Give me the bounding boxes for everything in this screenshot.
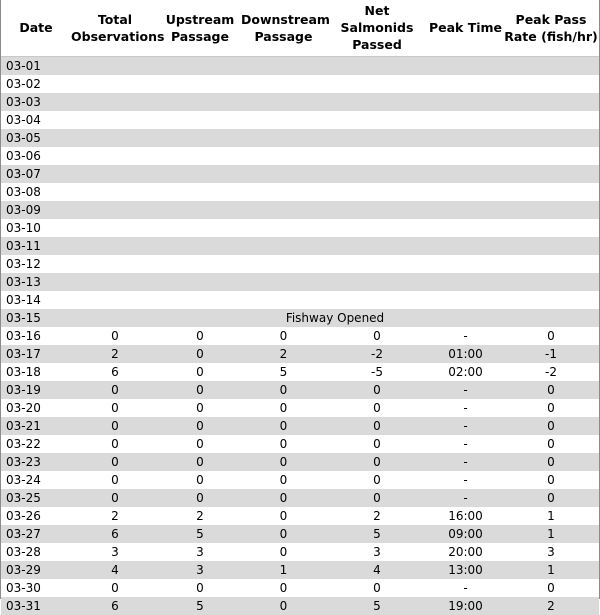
- date-cell: 03-23: [1, 453, 71, 471]
- date-header: Date: [1, 0, 71, 57]
- table-row: [1, 507, 599, 525]
- net-salmonids-cell: [326, 93, 428, 111]
- date-cell: 03-26: [1, 507, 71, 525]
- downstream-passage-cell: 0: [241, 327, 326, 345]
- upstream-passage-cell: [159, 165, 241, 183]
- downstream-passage-cell: 0: [241, 471, 326, 489]
- total-observations-header: Total Observations: [71, 0, 159, 57]
- total-observations-cell: [71, 201, 159, 219]
- net-salmonids-cell: [326, 165, 428, 183]
- peak-time-cell: [428, 165, 503, 183]
- total-observations-cell: 6: [71, 525, 159, 543]
- upstream-passage-cell: 0: [159, 399, 241, 417]
- table-row: [1, 93, 599, 111]
- date-cell: 03-10: [1, 219, 71, 237]
- peak-pass-rate-cell: -2: [503, 363, 599, 381]
- peak-time-cell: 16:00: [428, 507, 503, 525]
- peak-pass-rate-cell: 0: [503, 471, 599, 489]
- peak-time-cell: -: [428, 489, 503, 507]
- date-cell: 03-01: [1, 57, 71, 76]
- upstream-passage-cell: 0: [159, 489, 241, 507]
- peak-pass-rate-cell: [503, 129, 599, 147]
- table-row: [1, 111, 599, 129]
- net-salmonids-cell: [326, 147, 428, 165]
- peak-pass-rate-cell: -1: [503, 345, 599, 363]
- net-salmonids-cell: [326, 183, 428, 201]
- date-cell: 03-30: [1, 579, 71, 597]
- upstream-passage-cell: [159, 183, 241, 201]
- net-salmonids-cell: 4: [326, 561, 428, 579]
- date-cell: 03-03: [1, 93, 71, 111]
- total-observations-cell: [71, 255, 159, 273]
- net-salmonids-cell: [326, 57, 428, 76]
- net-salmonids-cell: [326, 255, 428, 273]
- peak-time-cell: -: [428, 417, 503, 435]
- table-row: [1, 345, 599, 363]
- total-observations-cell: [71, 147, 159, 165]
- peak-time-cell: [428, 75, 503, 93]
- total-observations-cell: [71, 75, 159, 93]
- peak-time-cell: [428, 255, 503, 273]
- peak-pass-rate-cell: 0: [503, 327, 599, 345]
- downstream-passage-cell: [241, 255, 326, 273]
- total-observations-cell: [71, 111, 159, 129]
- net-salmonids-cell: -2: [326, 345, 428, 363]
- date-cell: 03-06: [1, 147, 71, 165]
- total-observations-cell: 0: [71, 453, 159, 471]
- peak-pass-rate-cell: [503, 201, 599, 219]
- net-salmonids-cell: [326, 201, 428, 219]
- peak-pass-rate-cell: [503, 183, 599, 201]
- table-row: [1, 327, 599, 345]
- upstream-passage-cell: 5: [159, 597, 241, 615]
- table-row: [1, 399, 599, 417]
- table-row: [1, 543, 599, 561]
- net-salmonids-cell: [326, 129, 428, 147]
- downstream-passage-cell: [241, 165, 326, 183]
- peak-time-cell: -: [428, 435, 503, 453]
- date-cell: 03-31: [1, 597, 71, 615]
- upstream-passage-cell: 3: [159, 561, 241, 579]
- date-cell: 03-19: [1, 381, 71, 399]
- peak-pass-rate-cell: 0: [503, 435, 599, 453]
- peak-pass-rate-header: Peak Pass Rate (fish/hr): [503, 0, 599, 57]
- date-cell: 03-08: [1, 183, 71, 201]
- table-row: [1, 147, 599, 165]
- downstream-passage-cell: [241, 201, 326, 219]
- downstream-passage-cell: 0: [241, 543, 326, 561]
- net-salmonids-cell: 0: [326, 435, 428, 453]
- downstream-passage-cell: 0: [241, 399, 326, 417]
- table-row: [1, 75, 599, 93]
- peak-time-cell: -: [428, 327, 503, 345]
- peak-time-cell: -: [428, 399, 503, 417]
- peak-time-cell: [428, 219, 503, 237]
- table-row: [1, 273, 599, 291]
- table-row: [1, 597, 599, 615]
- downstream-passage-cell: [241, 93, 326, 111]
- net-salmonids-cell: 0: [326, 489, 428, 507]
- peak-time-cell: [428, 93, 503, 111]
- date-cell: 03-05: [1, 129, 71, 147]
- date-cell: 03-04: [1, 111, 71, 129]
- date-cell: 03-20: [1, 399, 71, 417]
- date-cell: 03-14: [1, 291, 71, 309]
- net-salmonids-cell: [326, 111, 428, 129]
- peak-pass-rate-cell: 1: [503, 561, 599, 579]
- peak-pass-rate-cell: [503, 255, 599, 273]
- total-observations-cell: [71, 273, 159, 291]
- table-row: [1, 471, 599, 489]
- upstream-passage-cell: [159, 219, 241, 237]
- peak-pass-rate-cell: [503, 57, 599, 76]
- net-salmonids-cell: [326, 237, 428, 255]
- net-salmonids-cell: 3: [326, 543, 428, 561]
- upstream-passage-cell: [159, 57, 241, 76]
- downstream-passage-cell: 0: [241, 453, 326, 471]
- peak-pass-rate-cell: [503, 219, 599, 237]
- downstream-passage-cell: 0: [241, 381, 326, 399]
- table-row: [1, 417, 599, 435]
- peak-pass-rate-cell: 0: [503, 417, 599, 435]
- total-observations-cell: [71, 183, 159, 201]
- upstream-passage-cell: [159, 237, 241, 255]
- peak-time-cell: -: [428, 579, 503, 597]
- peak-pass-rate-cell: [503, 93, 599, 111]
- total-observations-cell: 2: [71, 345, 159, 363]
- total-observations-cell: [71, 237, 159, 255]
- table-row: [1, 201, 599, 219]
- net-salmonids-cell: 5: [326, 597, 428, 615]
- table-row: [1, 183, 599, 201]
- downstream-passage-cell: 0: [241, 525, 326, 543]
- upstream-passage-cell: [159, 255, 241, 273]
- table-row: [1, 381, 599, 399]
- upstream-passage-cell: [159, 75, 241, 93]
- net-salmonids-cell: 0: [326, 471, 428, 489]
- date-cell: 03-24: [1, 471, 71, 489]
- peak-time-cell: -: [428, 471, 503, 489]
- date-cell: 03-12: [1, 255, 71, 273]
- total-observations-cell: [71, 93, 159, 111]
- net-salmonids-cell: 0: [326, 579, 428, 597]
- peak-pass-rate-cell: 0: [503, 579, 599, 597]
- net-salmonids-cell: -5: [326, 363, 428, 381]
- net-salmonids-cell: [326, 75, 428, 93]
- table-header: [1, 0, 599, 57]
- downstream-passage-cell: [241, 237, 326, 255]
- peak-time-cell: 13:00: [428, 561, 503, 579]
- date-cell: 03-25: [1, 489, 71, 507]
- net-salmonids-cell: [326, 291, 428, 309]
- downstream-passage-cell: [241, 219, 326, 237]
- date-cell: 03-11: [1, 237, 71, 255]
- total-observations-cell: 0: [71, 381, 159, 399]
- net-salmonids-cell: 0: [326, 381, 428, 399]
- peak-time-cell: [428, 237, 503, 255]
- peak-time-cell: [428, 183, 503, 201]
- downstream-passage-cell: [241, 75, 326, 93]
- date-cell: 03-16: [1, 327, 71, 345]
- table-row: [1, 525, 599, 543]
- table-row: [1, 579, 599, 597]
- table-row: [1, 255, 599, 273]
- downstream-passage-cell: [241, 291, 326, 309]
- peak-pass-rate-cell: [503, 237, 599, 255]
- total-observations-cell: [71, 165, 159, 183]
- peak-time-cell: [428, 291, 503, 309]
- net-salmonids-cell: [326, 273, 428, 291]
- total-observations-cell: [71, 219, 159, 237]
- downstream-passage-cell: [241, 111, 326, 129]
- peak-pass-rate-cell: [503, 291, 599, 309]
- peak-pass-rate-cell: [503, 75, 599, 93]
- table-row: [1, 57, 599, 76]
- downstream-passage-cell: [241, 129, 326, 147]
- total-observations-cell: 6: [71, 597, 159, 615]
- table-row: [1, 489, 599, 507]
- total-observations-cell: 0: [71, 435, 159, 453]
- net-salmonids-cell: 2: [326, 507, 428, 525]
- peak-time-cell: 09:00: [428, 525, 503, 543]
- upstream-passage-cell: 0: [159, 417, 241, 435]
- upstream-passage-cell: 0: [159, 327, 241, 345]
- table-row: [1, 291, 599, 309]
- total-observations-cell: 2: [71, 507, 159, 525]
- table-body: [1, 57, 599, 615]
- date-cell: 03-07: [1, 165, 71, 183]
- date-cell: 03-02: [1, 75, 71, 93]
- downstream-passage-cell: 0: [241, 507, 326, 525]
- table-row: [1, 309, 599, 327]
- upstream-passage-cell: 0: [159, 381, 241, 399]
- peak-time-cell: [428, 129, 503, 147]
- net-salmonids-cell: [326, 219, 428, 237]
- total-observations-cell: 3: [71, 543, 159, 561]
- peak-pass-rate-cell: 3: [503, 543, 599, 561]
- peak-pass-rate-cell: 0: [503, 381, 599, 399]
- header-row: [1, 0, 599, 57]
- downstream-passage-cell: 0: [241, 579, 326, 597]
- status-note-cell: Fishway Opened: [71, 309, 599, 327]
- net-salmonids-cell: 0: [326, 327, 428, 345]
- upstream-passage-cell: 0: [159, 363, 241, 381]
- upstream-passage-cell: 5: [159, 525, 241, 543]
- peak-time-cell: [428, 273, 503, 291]
- upstream-passage-cell: 0: [159, 579, 241, 597]
- upstream-passage-cell: 2: [159, 507, 241, 525]
- total-observations-cell: [71, 291, 159, 309]
- date-cell: 03-09: [1, 201, 71, 219]
- total-observations-cell: 4: [71, 561, 159, 579]
- peak-time-cell: 19:00: [428, 597, 503, 615]
- peak-pass-rate-cell: 1: [503, 507, 599, 525]
- date-cell: 03-15: [1, 309, 71, 327]
- table-row: [1, 561, 599, 579]
- date-cell: 03-28: [1, 543, 71, 561]
- fish-passage-table: [1, 0, 599, 615]
- upstream-passage-cell: 3: [159, 543, 241, 561]
- peak-time-cell: -: [428, 381, 503, 399]
- peak-pass-rate-cell: 1: [503, 525, 599, 543]
- downstream-passage-cell: [241, 57, 326, 76]
- peak-time-cell: [428, 57, 503, 76]
- peak-time-cell: 01:00: [428, 345, 503, 363]
- date-cell: 03-27: [1, 525, 71, 543]
- net-salmonids-cell: 0: [326, 399, 428, 417]
- upstream-passage-header: Upstream Passage: [159, 0, 241, 57]
- downstream-passage-cell: [241, 273, 326, 291]
- upstream-passage-cell: [159, 93, 241, 111]
- date-cell: 03-22: [1, 435, 71, 453]
- peak-time-cell: [428, 147, 503, 165]
- total-observations-cell: 6: [71, 363, 159, 381]
- downstream-passage-cell: 0: [241, 435, 326, 453]
- peak-pass-rate-cell: [503, 273, 599, 291]
- upstream-passage-cell: 0: [159, 435, 241, 453]
- peak-pass-rate-cell: [503, 111, 599, 129]
- upstream-passage-cell: [159, 147, 241, 165]
- table-row: [1, 237, 599, 255]
- table-row: [1, 363, 599, 381]
- upstream-passage-cell: [159, 201, 241, 219]
- downstream-passage-cell: 2: [241, 345, 326, 363]
- downstream-passage-cell: 5: [241, 363, 326, 381]
- upstream-passage-cell: [159, 273, 241, 291]
- downstream-passage-cell: 1: [241, 561, 326, 579]
- table-row: [1, 435, 599, 453]
- upstream-passage-cell: 0: [159, 471, 241, 489]
- downstream-passage-cell: 0: [241, 417, 326, 435]
- date-cell: 03-17: [1, 345, 71, 363]
- peak-time-cell: -: [428, 453, 503, 471]
- downstream-passage-header: Downstream Passage: [241, 0, 326, 57]
- peak-time-cell: [428, 111, 503, 129]
- total-observations-cell: 0: [71, 579, 159, 597]
- net-salmonids-passed-header: Net Salmonids Passed: [326, 0, 428, 57]
- upstream-passage-cell: [159, 111, 241, 129]
- upstream-passage-cell: 0: [159, 453, 241, 471]
- total-observations-cell: 0: [71, 327, 159, 345]
- downstream-passage-cell: [241, 183, 326, 201]
- upstream-passage-cell: [159, 129, 241, 147]
- peak-pass-rate-cell: 2: [503, 597, 599, 615]
- peak-pass-rate-cell: [503, 147, 599, 165]
- downstream-passage-cell: 0: [241, 489, 326, 507]
- peak-time-cell: 20:00: [428, 543, 503, 561]
- net-salmonids-cell: 0: [326, 417, 428, 435]
- net-salmonids-cell: 0: [326, 453, 428, 471]
- total-observations-cell: [71, 57, 159, 76]
- upstream-passage-cell: 0: [159, 345, 241, 363]
- date-cell: 03-29: [1, 561, 71, 579]
- total-observations-cell: 0: [71, 489, 159, 507]
- total-observations-cell: [71, 129, 159, 147]
- date-cell: 03-13: [1, 273, 71, 291]
- date-cell: 03-21: [1, 417, 71, 435]
- peak-pass-rate-cell: 0: [503, 453, 599, 471]
- total-observations-cell: 0: [71, 417, 159, 435]
- peak-time-cell: [428, 201, 503, 219]
- upstream-passage-cell: [159, 291, 241, 309]
- table-row: [1, 129, 599, 147]
- peak-pass-rate-cell: 0: [503, 489, 599, 507]
- date-cell: 03-18: [1, 363, 71, 381]
- net-salmonids-cell: 5: [326, 525, 428, 543]
- table-row: [1, 453, 599, 471]
- downstream-passage-cell: [241, 147, 326, 165]
- total-observations-cell: 0: [71, 471, 159, 489]
- downstream-passage-cell: 0: [241, 597, 326, 615]
- peak-pass-rate-cell: [503, 165, 599, 183]
- peak-time-cell: 02:00: [428, 363, 503, 381]
- total-observations-cell: 0: [71, 399, 159, 417]
- table-row: [1, 219, 599, 237]
- peak-time-header: Peak Time: [428, 0, 503, 57]
- table-row: [1, 165, 599, 183]
- peak-pass-rate-cell: 0: [503, 399, 599, 417]
